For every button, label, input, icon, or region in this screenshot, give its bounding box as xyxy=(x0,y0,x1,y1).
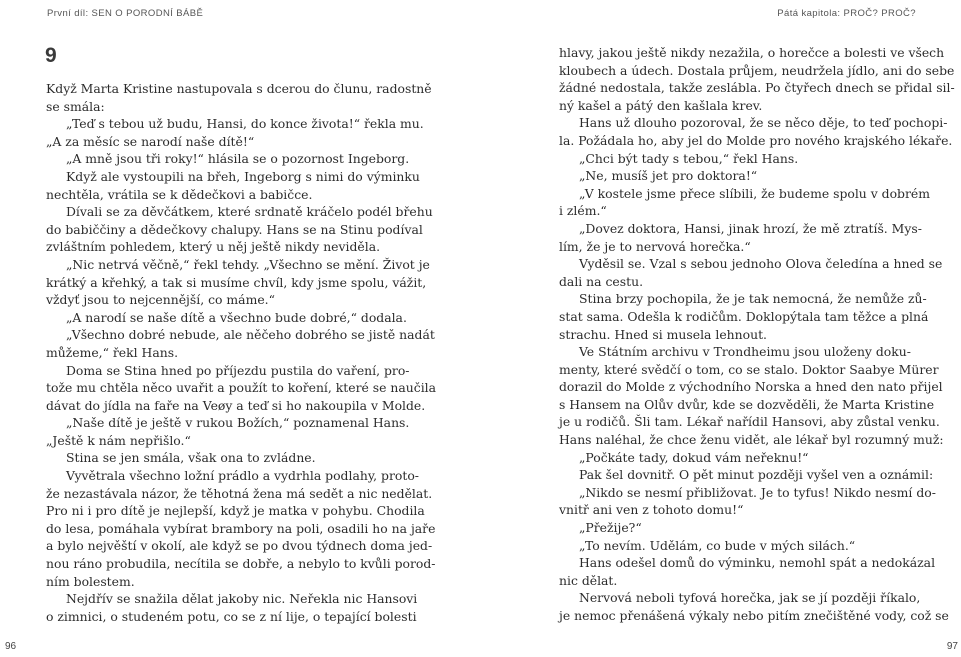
text-line: vždyť jsou to nejcennější, co máme.“ xyxy=(46,292,275,308)
text-line: ný kašel a pátý den kašlala krev. xyxy=(559,97,763,113)
text-line: lím, že je to nervová horečka.“ xyxy=(559,238,751,254)
text-line: „Všechno dobré nebude, ale něčeho dobrého se jistě nadát xyxy=(66,327,435,343)
page-number-right: 97 xyxy=(946,641,958,652)
text-line: dali na cestu. xyxy=(559,273,644,289)
text-line: je u rodičů. Šli tam. Lékař nařídil Hansovi, aby zůstal venku. xyxy=(559,414,940,430)
text-line: la. Požádala ho, aby jel do Molde pro nového krajského lékaře. xyxy=(559,132,953,148)
text-line: dorazil do Molde z východního Norska a hned den nato přijel xyxy=(559,379,943,395)
text-line: „Ještě k nám nepřišlo.“ xyxy=(46,432,191,448)
text-line: vnitř ani ven z tohoto domu!“ xyxy=(559,502,744,518)
text-line: nou ráno probudila, necítila se dobře, a nebylo to kvůli porod- xyxy=(46,556,436,572)
text-line: nechtěla, vrátila se k dědečkovi a babičce. xyxy=(46,186,313,202)
text-line: Nervová neboli tyfová horečka, jak se jí později říkalo, xyxy=(579,590,921,606)
text-line: hlavy, jakou ještě nikdy nezažila, o horečce a bolesti ve všech xyxy=(559,45,945,60)
page-number-left: 96 xyxy=(5,641,17,652)
text-line: „Ne, musíš jet pro doktora!“ xyxy=(579,168,758,184)
left-page xyxy=(0,0,480,657)
text-line: můžeme,“ řekl Hans. xyxy=(46,344,179,360)
chapter-number: 9 xyxy=(45,44,57,67)
text-line: do lesa, pomáhala vybírat brambory na poli, osadili ho na jaře xyxy=(46,520,436,536)
text-line: tože mu chtěla něco uvařit a použít to koření, které se naučila xyxy=(46,380,437,396)
text-line: nic dělat. xyxy=(559,572,618,588)
text-line: že nezastávala názor, že těhotná žena má sedět a nic nedělat. xyxy=(46,485,433,501)
text-line: strachu. Hned si musela lehnout. xyxy=(559,326,767,342)
text-line: žádné nedostala, takže zeslábla. Po čtyřech dnech se přidal sil- xyxy=(559,80,955,96)
text-line: Pro ni i pro dítě je nejlepší, když je matka v pohybu. Chodila xyxy=(46,503,425,519)
text-line: „V kostele jsme přece slíbili, že budeme spolu v dobrém xyxy=(579,185,930,201)
text-line: Hans už dlouho pozoroval, že se něco děje, to teď pochopi- xyxy=(579,115,948,131)
text-line: zvláštním pohledem, který u něj ještě nikdy neviděla. xyxy=(46,239,381,255)
text-line: „A narodí se naše dítě a všechno bude dobré,“ dodala. xyxy=(66,309,407,325)
text-line: Nejdřív se snažila dělat jakoby nic. Neřekla nic Hansovi xyxy=(66,591,418,607)
text-line: Stina se jen smála, však ona to zvládne. xyxy=(66,450,316,466)
text-line: do babiččiny a dědečkovy chalupy. Hans se na Stinu podíval xyxy=(46,221,423,237)
text-line: „Chci být tady s tebou,“ řekl Hans. xyxy=(579,150,799,166)
text-line: Ve Státním archivu v Trondheimu jsou uloženy doku- xyxy=(579,344,911,360)
text-line: Stina brzy pochopila, že je tak nemocná, že nemůže zů- xyxy=(579,291,927,307)
text-line: kloubech a údech. Dostala průjem, neudržela jídlo, ani do sebe xyxy=(559,62,955,78)
text-line: menty, které svědčí o tom, co se stalo. Doktor Saabye Mürer xyxy=(559,361,939,377)
running-header-right: Pátá kapitola: PROČ? PROČ? xyxy=(777,8,916,19)
text-line: krátký a křehký, a tak si musíme chvíl, kdy jsme spolu, vážit, xyxy=(46,274,427,290)
text-line: Dívali se za děvčátkem, které srdnatě kráčelo podél břehu xyxy=(66,204,433,220)
text-line: „Přežije?“ xyxy=(579,520,642,536)
text-line: dávat do jídla na faře na Veøy a teď si ho nakoupila v Molde. xyxy=(46,397,426,413)
text-line: „Počkáte tady, dokud vám neřeknu!“ xyxy=(579,449,809,465)
text-line: Hans naléhal, že chce ženu vidět, ale lékař byl rozumný muž: xyxy=(559,432,944,448)
text-line: „Dovez doktora, Hansi, jinak hrozí, že mě ztratíš. Mys- xyxy=(579,220,922,236)
text-line: se smála: xyxy=(46,98,105,114)
text-line: a bylo nejvěští v okolí, ale když se po dvou týdnech doma jed- xyxy=(46,538,433,554)
text-line: „Naše dítě je ještě v rukou Božích,“ poznamenal Hans. xyxy=(66,415,410,431)
text-line: „Teď s tebou už budu, Hansi, do konce života!“ řekla mu. xyxy=(66,116,424,132)
text-line: Pak šel dovnitř. O pět minut později vyšel ven a oznámil: xyxy=(579,467,934,483)
text-line: „To nevím. Udělám, co bude v mých silách.“ xyxy=(579,537,856,553)
text-line: i zlém.“ xyxy=(559,203,607,219)
text-line: Doma se Stina hned po příjezdu pustila do vaření, pro- xyxy=(66,362,410,378)
text-line: „A za měsíc se narodí naše dítě!“ xyxy=(46,133,255,149)
right-body-text xyxy=(559,44,955,625)
text-line: Hans odešel domů do výminku, nemohl spát a nedokázal xyxy=(579,555,936,571)
text-line: „A mně jsou tři roky!“ hlásila se o pozornost Ingeborg. xyxy=(66,151,410,167)
text-line: je nemoc přenášená výkaly nebo pitím znečištěné vody, což se xyxy=(559,608,949,623)
text-line: Když ale vystoupili na břeh, Ingeborg s nimi do výminku xyxy=(66,168,420,184)
text-line: stat sama. Odešla k rodičům. Doklopýtala tam těžce a plná xyxy=(559,308,929,324)
text-line: „Nikdo se nesmí přibližovat. Je to tyfus! Nikdo nesmí do- xyxy=(579,484,936,500)
left-body-text xyxy=(46,80,436,625)
running-header-left: První díl: SEN O PORODNÍ BÁBĚ xyxy=(47,8,204,19)
text-line: s Hansem na Olův dvůr, kde se dozvěděli, že Marta Kristine xyxy=(559,396,935,412)
text-line: „Nic netrvá věčně,“ řekl tehdy. „Všechno se mění. Život je xyxy=(66,256,430,272)
text-line: o zimnici, o studeném potu, co se z ní lije, o tepající bolesti xyxy=(46,608,417,624)
right-page xyxy=(481,0,961,657)
text-line: ním bolestem. xyxy=(46,573,135,589)
text-line: Když Marta Kristine nastupovala s dcerou do člunu, radostně xyxy=(46,81,432,96)
text-line: Vyděsil se. Vzal s sebou jednoho Olova čeledína a hned se xyxy=(579,256,943,272)
text-line: Vyvětrala všechno ložní prádlo a vydrhla podlahy, proto- xyxy=(66,468,419,484)
